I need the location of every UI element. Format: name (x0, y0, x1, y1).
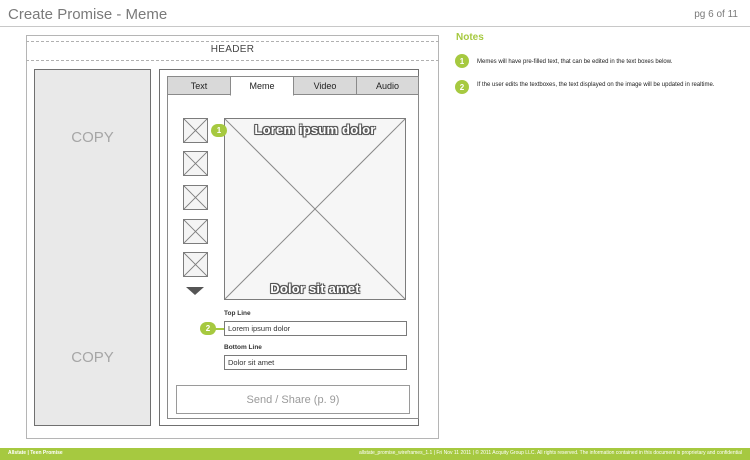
annotation-marker-1: 1 (211, 124, 227, 137)
image-placeholder-icon (184, 152, 207, 175)
annotation-marker-2: 2 (200, 322, 216, 335)
footer-legal: allstate_promise_wireframes_1.1 | Fri Nov 11 2011 | © 2011 Acquity Group LLC. All rights reserved. The information contained in this document is proprietary and confidential (358, 450, 742, 456)
meme-thumbnail[interactable] (183, 118, 208, 143)
image-placeholder-icon (184, 220, 207, 243)
footer-brand: Allstate | Teen Promise (8, 450, 63, 456)
image-placeholder-icon (184, 186, 207, 209)
meme-bottom-text: Dolor sit amet (270, 281, 360, 296)
top-line-input[interactable] (224, 321, 407, 336)
notes-title: Notes (456, 32, 484, 43)
note-marker-2: 2 (455, 80, 469, 94)
tab-audio[interactable]: Audio (356, 76, 419, 95)
meme-thumbnail[interactable] (183, 151, 208, 176)
bottom-line-label: Bottom Line (224, 344, 262, 351)
note-text-1: Memes will have pre-filled text, that can be edited in the text boxes below. (477, 59, 673, 65)
copy-label-top: COPY (71, 129, 114, 146)
page-title: Create Promise - Meme (8, 6, 168, 23)
title-divider (0, 26, 750, 27)
meme-top-text: Lorem ipsum dolor (254, 122, 376, 137)
bottom-line-input[interactable] (224, 355, 407, 370)
meme-thumbnail[interactable] (183, 185, 208, 210)
tab-video[interactable]: Video (293, 76, 357, 95)
copy-label-bottom: COPY (71, 349, 114, 366)
header-label: HEADER (210, 44, 255, 55)
page-number: pg 6 of 11 (694, 9, 738, 20)
copy-column (34, 69, 151, 426)
image-placeholder-icon (225, 119, 405, 299)
tab-text[interactable]: Text (167, 76, 231, 95)
tab-meme[interactable]: Meme (230, 76, 294, 96)
image-placeholder-icon (184, 253, 207, 276)
meme-image-preview (224, 118, 406, 300)
meme-thumbnail[interactable] (183, 219, 208, 244)
top-line-label: Top Line (224, 310, 251, 317)
send-share-button[interactable]: Send / Share (p. 9) (176, 385, 410, 414)
note-text-2: If the user edits the textboxes, the text displayed on the image will be updated in realtime. (477, 82, 715, 88)
note-marker-1: 1 (455, 54, 469, 68)
meme-thumbnail[interactable] (183, 252, 208, 277)
more-thumbnails-arrow-icon[interactable] (186, 287, 204, 295)
image-placeholder-icon (184, 119, 207, 142)
